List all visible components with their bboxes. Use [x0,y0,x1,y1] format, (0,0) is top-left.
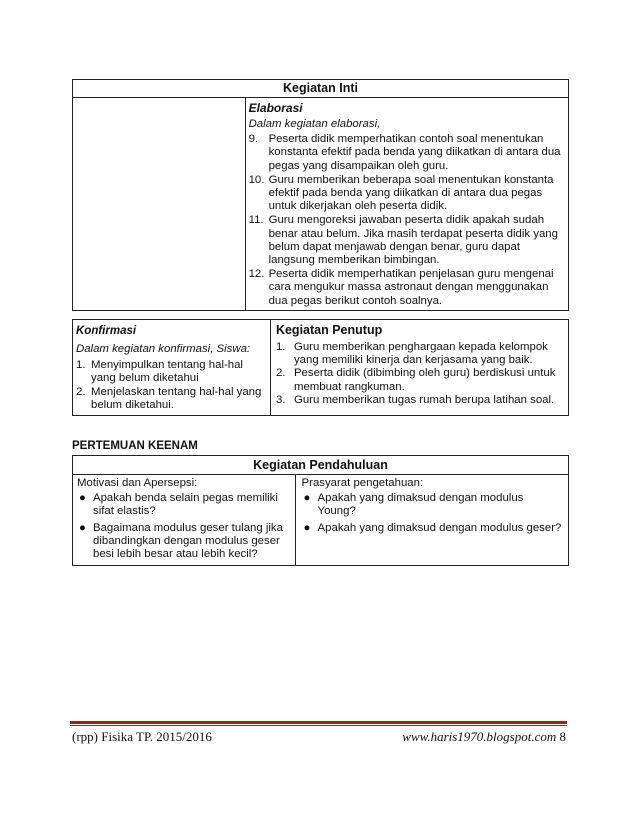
elaborasi-intro: Dalam kegiatan elaborasi, [248,118,381,130]
footer-url: www.haris1970.blogspot.com [402,729,557,744]
prasyarat-title: Prasyarat pengetahuan: [301,477,424,489]
list-item: 1. Menyimpulkan tentang hal-hal yang belum diketahui [76,359,243,385]
page-number: 8 [559,729,566,744]
list-item: 2. Menjelaskan tentang hal-hal yang belum diketahui. [76,385,262,411]
list-item: ● Apakah yang dimaksud dengan modulus geser? [303,521,562,534]
list-item: 9. Peserta didik memperhatikan contoh soal menentukan konstanta efektif pada benda yang diikatkan di antara dua pegas yang disampaikan oleh guru. [248,133,561,172]
empty-cell [73,98,246,311]
konfirmasi-penutup-table [72,319,569,416]
motivasi-list [77,492,291,561]
konfirmasi-title: Konfirmasi [76,325,137,337]
footer-right [402,729,566,745]
penutup-title: Kegiatan Penutup [275,323,383,337]
list-item: 1. Guru memberikan penghargaan kepada kelompok yang memiliki kinerja dan kerjasama yang baik. [275,341,548,367]
list-item: ● Apakah benda selain pegas memiliki sifat elastis? [79,492,278,518]
pertemuan-heading: PERTEMUAN KEENAM [72,440,198,452]
motivasi-cell [73,475,296,566]
kegiatan-inti-table [72,79,569,311]
elaborasi-list [249,133,564,308]
list-item: 2. Peserta didik (dibimbing oleh guru) berdiskusi untuk membuat rangkuman. [275,367,556,393]
prasyarat-list [302,492,564,535]
pendahuluan-title: Kegiatan Pendahuluan [73,456,569,475]
list-item: 10. Guru memberikan beberapa soal menentukan konstanta efektif pada benda yang diikatkan di antara dua pegas untuk dikerjakan oleh peserta didik. [248,173,554,213]
list-item: 12. Peserta didik memperhatikan penjelasan guru mengenai cara mengukur massa astronaut dengan menggunakan dua pegas berikut contoh soalnya. [248,268,554,307]
pendahuluan-table [72,455,569,566]
konfirmasi-intro: Dalam kegiatan konfirmasi, Siswa: [76,343,251,355]
konfirmasi-list [76,359,267,412]
list-item: ● Apakah yang dimaksud dengan modulus Young? [303,492,524,518]
elaborasi-cell [245,98,568,311]
list-item: 11. Guru mengoreksi jawaban peserta didik apakah sudah benar atau belum. Jika masih terdapat peserta didik yang belum dapat menjawab dengan benar, guru dapat langsung memberikan bimbingan. [248,214,558,267]
elaborasi-title: Elaborasi [248,101,303,115]
penutup-cell [270,320,568,416]
footer-rule-thin [70,725,567,726]
kegiatan-inti-title: Kegiatan Inti [73,80,569,98]
konfirmasi-cell [73,320,271,416]
footer-left: (rpp) Fisika TP. 2015/2016 [72,729,212,744]
penutup-list [276,341,564,407]
prasyarat-cell [295,475,568,566]
list-item: ● Bagaimana modulus geser tulang jika dibandingkan dengan modulus geser besi lebih besar atau lebih kecil? [79,521,283,561]
footer-rule-thick [70,721,567,724]
motivasi-title: Motivasi dan Apersepsi: [77,477,198,489]
list-item: 3. Guru memberikan tugas rumah berupa latihan soal. [275,393,555,406]
